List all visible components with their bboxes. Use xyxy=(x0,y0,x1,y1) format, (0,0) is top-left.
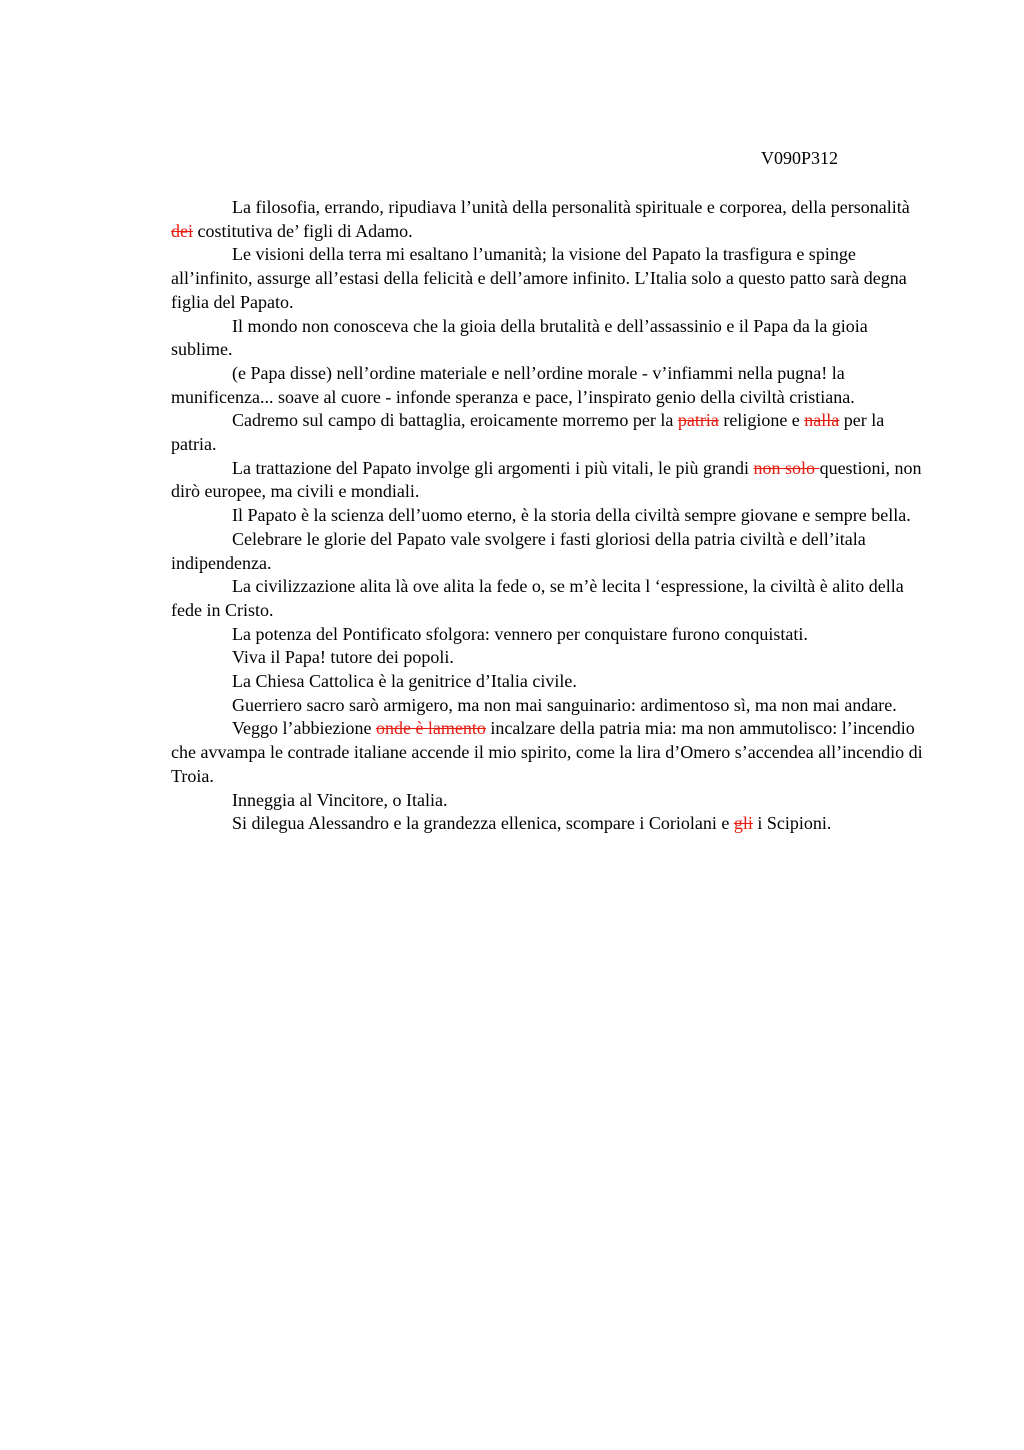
text-segment: religione e xyxy=(718,410,805,431)
paragraph xyxy=(171,243,923,314)
text-segment: La Chiesa Cattolica è la genitrice d’Italia civile. xyxy=(232,671,577,692)
paragraph xyxy=(171,528,923,575)
text-segment: Inneggia al Vincitore, o Italia. xyxy=(232,789,448,810)
paragraph xyxy=(171,812,923,836)
paragraph xyxy=(171,717,923,788)
text-segment: La trattazione del Papato involge gli argomenti i più vitali, le più grandi xyxy=(232,457,754,478)
text-segment: i Scipioni. xyxy=(752,813,832,834)
paragraph xyxy=(171,457,923,504)
text-segment: (e Papa disse) nell’ordine materiale e nell’ordine morale - v’infiammi nella pugna! la munificenza... soave al cuore - infonde speranza e pace, l’inspirato genio della civiltà cristiana. xyxy=(171,362,855,407)
text-segment: Le visioni della terra mi esaltano l’umanità; la visione del Papato la trasfigura e spinge all’infinito, assurge all’estasi della felicità e dell’amore infinito. L’Italia solo a questo patto sarà degna figlia del Papato. xyxy=(171,244,907,312)
text-segment: Guerriero sacro sarò armigero, ma non mai sanguinario: ardimentoso sì, ma non mai andare. xyxy=(232,694,897,715)
paragraph xyxy=(171,694,923,718)
text-segment: Celebrare le glorie del Papato vale svolgere i fasti gloriosi della patria civiltà e dell’itala indipendenza. xyxy=(171,528,866,573)
text-segment: La filosofia, errando, ripudiava l’unità della personalità spirituale e corporea, della personalità xyxy=(232,197,910,217)
deleted-text: non solo xyxy=(753,457,820,478)
text-segment: Viva il Papa! tutore dei popoli. xyxy=(232,647,454,668)
text-segment: Si dilegua Alessandro e la grandezza ellenica, scompare i Coriolani e xyxy=(232,813,734,834)
text-segment: Il mondo non conosceva che la gioia della brutalità e dell’assassinio e il Papa da la gioia sublime. xyxy=(171,315,868,360)
deleted-text: patria xyxy=(677,410,719,431)
document-body xyxy=(171,196,923,836)
paragraph xyxy=(171,789,923,813)
deleted-text: onde è lamento xyxy=(375,718,486,739)
text-segment: per la patria. xyxy=(171,410,885,455)
text-segment: Il Papato è la scienza dell’uomo eterno, è la storia della civiltà sempre giovane e sempre bella. xyxy=(232,505,911,526)
paragraph xyxy=(171,196,923,243)
paragraph xyxy=(171,646,923,670)
paragraph xyxy=(171,362,923,409)
deleted-text: dei xyxy=(171,220,193,241)
paragraph xyxy=(171,315,923,362)
page-identifier: V090P312 xyxy=(760,148,838,168)
paragraph xyxy=(171,504,923,528)
text-segment: questioni, non dirò europee, ma civili e mondiali. xyxy=(171,457,922,502)
deleted-text: nalla xyxy=(804,410,840,431)
text-segment: incalzare della patria mia: ma non ammutolisco: l’incendio che avvampa le contrade italiane accende il mio spirito, come la lira d’Omero s’accendea all’incendio di Troia. xyxy=(171,718,923,786)
text-segment: Cadremo sul campo di battaglia, eroicamente morremo per la xyxy=(232,410,678,431)
text-segment: La potenza del Pontificato sfolgora: vennero per conquistare furono conquistati. xyxy=(232,623,808,644)
paragraph xyxy=(171,670,923,694)
paragraph xyxy=(171,623,923,647)
text-segment: costitutiva de’ figli di Adamo. xyxy=(193,220,413,241)
text-segment: Veggo l’abbiezione xyxy=(232,718,376,739)
paragraph xyxy=(171,575,923,622)
paragraph xyxy=(171,409,923,456)
deleted-text: gli xyxy=(733,813,753,834)
text-segment: La civilizzazione alita là ove alita la fede o, se m’è lecita l ‘espressione, la civiltà è alito della fede in Cristo. xyxy=(171,576,904,620)
